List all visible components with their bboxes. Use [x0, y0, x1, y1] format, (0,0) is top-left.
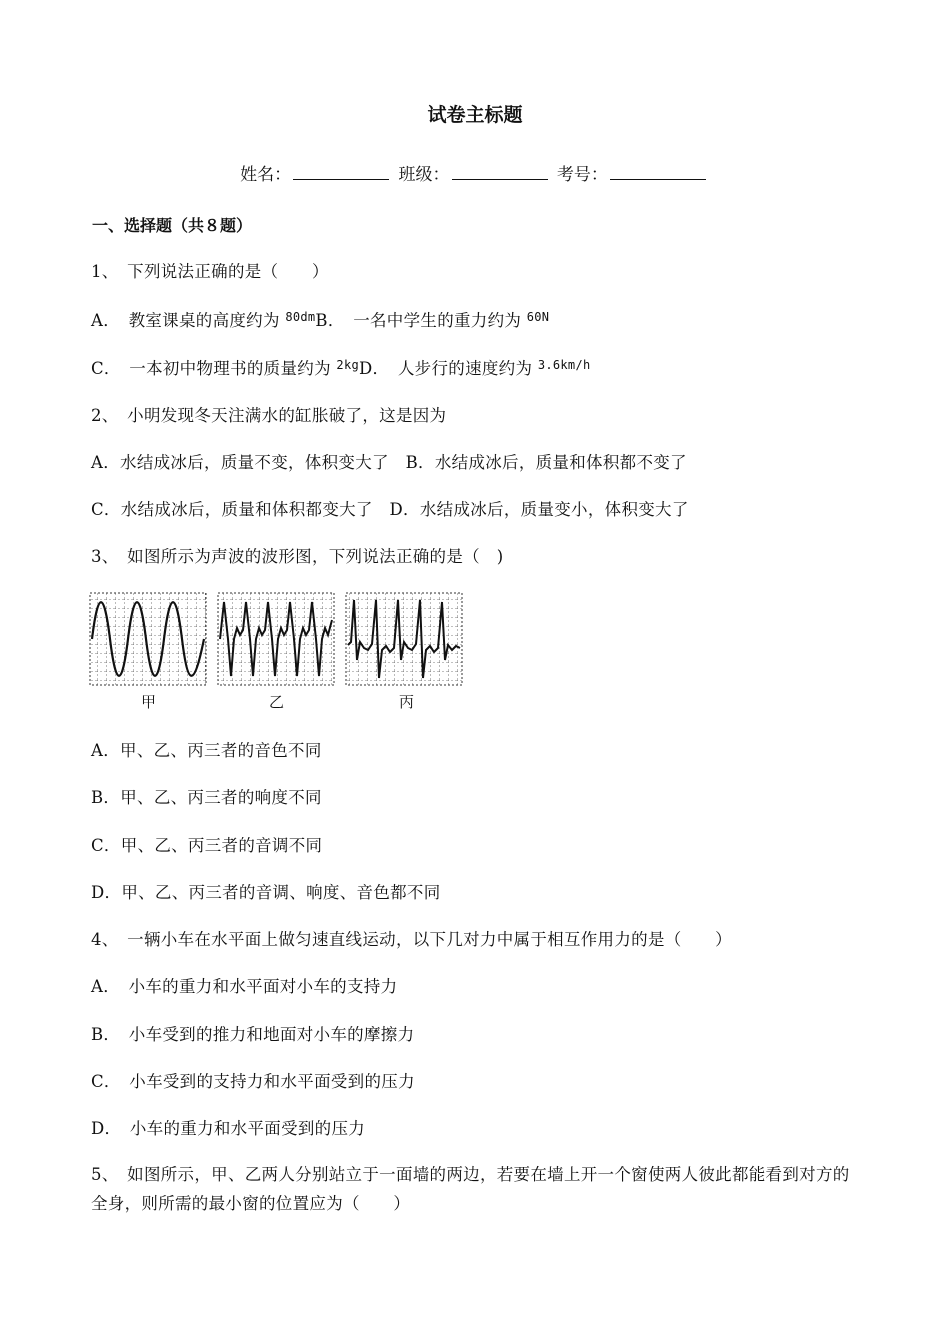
waveform-label-jia: 甲 [141, 693, 157, 711]
q1-option-a: A． 教室课桌的高度约为 [91, 311, 286, 330]
class-label: 班级： [398, 165, 450, 185]
q4-option-d: D． 小车的重力和水平面受到的压力 [91, 1119, 366, 1138]
exam-no-label: 考号： [556, 165, 608, 185]
q1-option-c: C． 一本初中物理书的质量约为 [91, 359, 337, 378]
sound-waveform-figure [88, 590, 468, 712]
q1-option-d-value: 3.6km/h [537, 358, 591, 372]
q1-option-c-value: 2kg [336, 358, 359, 372]
q4-option-a: A． 小车的重力和水平面对小车的支持力 [91, 977, 398, 996]
section-heading: 一、选择题（共８题） [92, 216, 253, 235]
q4-option-c: C． 小车受到的支持力和水平面受到的压力 [91, 1072, 415, 1091]
class-blank[interactable] [452, 165, 548, 180]
waveform-panel-bing [346, 593, 462, 685]
exam-no-blank[interactable] [610, 165, 706, 180]
q3-option-c: C．甲、乙、丙三者的音调不同 [91, 836, 323, 855]
q4-option-b: B． 小车受到的推力和地面对小车的摩擦力 [91, 1025, 415, 1044]
q2-stem: 2、 小明发现冬天注满水的缸胀破了，这是因为 [91, 406, 447, 425]
q3-option-d: D．甲、乙、丙三者的音调、响度、音色都不同 [91, 883, 441, 902]
page-title: 试卷主标题 [427, 104, 523, 126]
q3-option-b: B．甲、乙、丙三者的响度不同 [91, 788, 322, 807]
waveform-label-yi: 乙 [269, 693, 285, 711]
waveform-panel-yi [218, 593, 334, 685]
q2-options-ab: A．水结成冰后，质量不变，体积变大了 B．水结成冰后，质量和体积都不变了 [91, 453, 687, 472]
waveform-label-bing: 丙 [399, 693, 415, 711]
q2-options-cd: C．水结成冰后，质量和体积都变大了 D．水结成冰后，质量变小，体积变大了 [91, 500, 689, 519]
q1-option-b: B． 一名中学生的重力约为 [315, 311, 527, 330]
q3-stem: 3、 如图所示为声波的波形图，下列说法正确的是（ ) [91, 547, 504, 566]
waveform-panel-jia [90, 593, 206, 685]
q1-option-b-value: 60N [526, 310, 550, 324]
q3-option-a: A．甲、乙、丙三者的音色不同 [91, 741, 322, 760]
name-label: 姓名： [240, 165, 292, 185]
q5-stem: 5、 如图所示，甲、乙两人分别站立于一面墙的两边，若要在墙上开一个窗使两人彼此都能看到对方的全身，则所需的最小窗的位置应为（ ） [91, 1165, 850, 1213]
q1-stem: 1、 下列说法正确的是（ ） [91, 262, 329, 281]
q4-stem: 4、 一辆小车在水平面上做匀速直线运动，以下几对力中属于相互作用力的是（ ） [91, 930, 732, 949]
student-info-row [0, 160, 950, 185]
q1-options-ab [91, 307, 549, 331]
q1-option-a-value: 80dm [285, 310, 316, 324]
q1-options-cd [91, 355, 591, 379]
name-blank[interactable] [293, 165, 389, 180]
q1-option-d: D． 人步行的速度约为 [359, 359, 538, 378]
